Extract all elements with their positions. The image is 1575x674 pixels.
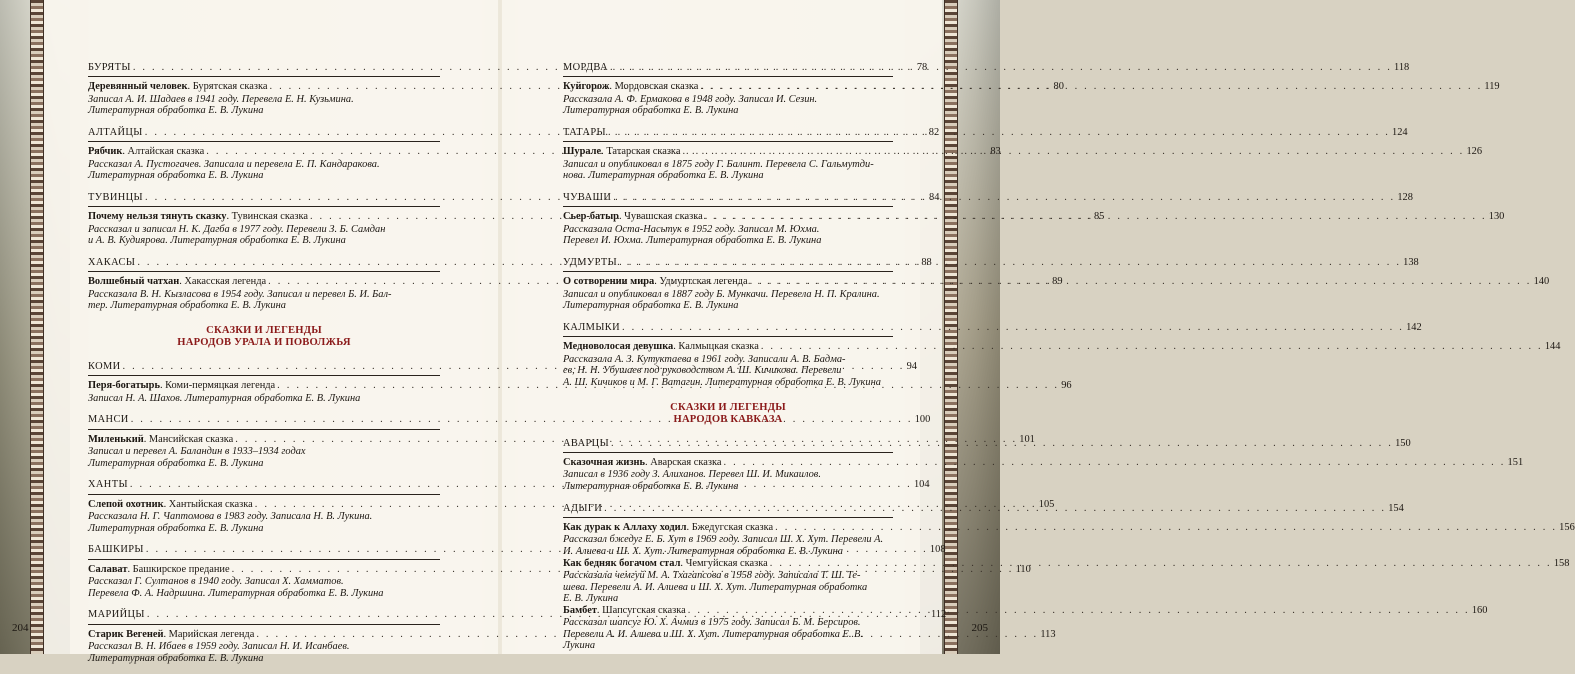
tale-title: Почему нельзя тянуть сказку [88, 211, 227, 223]
credits-line: Перевел И. Юхма. Литературная обработка Е. В. Лукина [563, 235, 822, 247]
contents-entry-text [88, 81, 267, 93]
divider-rule [563, 76, 893, 77]
page-ref: 108 [929, 544, 946, 556]
credits-line: Перевела Ф. А. Надршина. Литературная обработка Е. В. Лукина [88, 587, 384, 599]
credits-line: Литературная обработка Е. В. Лукина [88, 105, 264, 117]
contents-entry-text [88, 629, 254, 641]
credits-line: Е. В. Лукина [563, 593, 619, 605]
tale-genre: . Удмуртская легенда [654, 276, 748, 288]
credits-line: Рассказал и записал Н. К. Дагба в 1977 году. Перевели З. Б. Самдан [88, 223, 386, 235]
credits-line: Рассказала В. Н. Кызласова в 1954 году. Записал и перевел Б. И. Бал- [88, 288, 392, 300]
page-ref: 130 [1488, 211, 1505, 223]
contents-entry-text [563, 558, 768, 570]
tale-title: Волшебный чатхан [88, 276, 180, 288]
tale-genre: . Коми-пермяцкая легенда [159, 380, 276, 392]
credits-line: Записал и опубликовал в 1887 году Б. Мункачи. Перевела Н. П. Кралина. [563, 288, 880, 300]
people-name: УДМУРТЫ [563, 257, 618, 268]
people-name: ХАНТЫ [88, 479, 128, 491]
tale-genre: . Калмыцкая сказка [673, 341, 759, 353]
credits-note [563, 224, 893, 247]
dot-leader [611, 192, 1397, 204]
people-name: ТУВИНЦЫ [88, 192, 144, 203]
people-heading-text [88, 414, 129, 426]
credits-line: Литературная обработка Е. В. Лукина [563, 300, 739, 312]
credits-line: Перевели А. И. Алиева и Ш. Х. Хут. Литературная обработка Е. В. Лукина [563, 628, 863, 652]
page-ref: 101 [1019, 433, 1035, 445]
dot-leader [620, 322, 1406, 334]
page-ref: 96 [1061, 380, 1072, 392]
contents-entry [563, 522, 1575, 534]
people-name: БУРЯТЫ [88, 62, 131, 73]
page-ref: 138 [1403, 257, 1419, 268]
page-ref: 150 [1395, 437, 1411, 449]
page-ref: 78 [916, 62, 928, 73]
credits-line: А. Ш. Кичиков и М. Г. Ватагин. Литературная обработка Е. В. Лукина [563, 377, 881, 388]
people-heading-text [563, 192, 611, 204]
credits-note [563, 289, 893, 312]
tale-genre: . Мордовская сказка [609, 81, 699, 93]
credits-note [88, 289, 440, 312]
contents-entry-text [563, 605, 686, 617]
tale-title: Деревянный человек [88, 81, 188, 93]
people-heading-text [563, 322, 620, 334]
tale-genre: . Башкирское предание [127, 563, 230, 575]
people-heading-text [88, 192, 143, 204]
divider-rule [88, 271, 440, 272]
credits-note [88, 159, 440, 182]
credits-line: Литературная обработка Е. В. Лукина [88, 457, 264, 469]
people-heading-text [88, 544, 144, 556]
people-heading-text [88, 127, 143, 139]
divider-rule [563, 517, 893, 518]
credits-line: Рассказал А. Пустогачев. Записала и перевела Е. П. Кандаракова. [88, 158, 380, 170]
page-ref: 154 [1388, 502, 1404, 514]
tale-title: Как дурак к Аллаху ходил [563, 522, 687, 533]
credits-line: Записал и перевел А. Баландин в 1933–1934 годах [88, 446, 306, 458]
divider-rule [88, 494, 440, 495]
credits-note [88, 446, 440, 469]
dot-leader [608, 62, 1394, 74]
tale-genre: . Шапсугская сказка [596, 604, 686, 616]
credits-note [563, 469, 893, 492]
contents-entry-text [88, 434, 233, 446]
contents-entry-text [88, 211, 308, 223]
credits-note [563, 94, 893, 117]
tale-title: Сьер-батыр [563, 211, 619, 223]
tale-genre: . Хантыйская сказка [163, 498, 253, 510]
left-ornamental-border [30, 0, 44, 654]
dot-leader [617, 257, 1403, 269]
credits-note [88, 94, 440, 117]
page-ref: 100 [914, 414, 931, 426]
people-heading-text [88, 257, 135, 269]
people-name: МАРИЙЦЫ [88, 609, 145, 621]
section-heading [563, 402, 893, 426]
tale-title: Как бедняк богачом стал [563, 557, 681, 569]
contents-entry-text [563, 146, 680, 158]
page-ref: 140 [1533, 276, 1550, 288]
section-heading [88, 325, 440, 349]
contents-entry [563, 341, 1561, 353]
page-ref: 85 [1093, 211, 1105, 223]
section-heading-line: НАРОДОВ КАВКАЗА [673, 413, 783, 425]
divider-rule [88, 559, 440, 560]
page-ref: 128 [1397, 192, 1413, 203]
credits-line: Литературная обработка Е. В. Лукина [563, 481, 739, 492]
tale-title: Перя-богатырь [88, 380, 160, 392]
credits-line: шева. Перевели А. И. Алиева и Ш. Х. Хут. Литературная обработка [563, 581, 868, 593]
contents-entry-text [88, 146, 204, 158]
section-heading-line: СКАЗКИ И ЛЕГЕНДЫ [670, 401, 786, 413]
divider-rule [88, 375, 440, 376]
people-heading-text [563, 257, 617, 269]
contents-entry-text [563, 276, 748, 288]
page-ref: 160 [1471, 604, 1488, 616]
tale-title: Миленький [88, 433, 144, 445]
credits-note [563, 354, 893, 389]
contents-entry-text [88, 276, 266, 288]
people-heading-text [88, 609, 145, 621]
page-ref: 112 [930, 609, 947, 621]
page-ref: 83 [990, 146, 1001, 158]
tale-genre: . Тувинская сказка [226, 211, 308, 223]
page-ref: 80 [1053, 81, 1064, 93]
contents-entry-text [88, 499, 253, 511]
credits-line: Рассказала А. З. Кутуктаева в 1961 году. Записали А. В. Бадма- [563, 353, 846, 365]
credits-line: и А. В. Кудиярова. Литературная обработка Е. В. Лукина [88, 235, 346, 247]
tale-title: Бамбет [563, 604, 597, 616]
tale-genre: . Чувашская сказка [618, 211, 703, 223]
credits-line: Рассказала Оста-Насьтук в 1952 году. Записал М. Юхма. [563, 223, 820, 235]
credits-line: Записал в 1936 году З. Алиханов. Перевел Ш. И. Микаилов. [563, 469, 821, 481]
credits-note [88, 511, 440, 534]
dot-leader [680, 146, 1466, 158]
tale-genre: . Хакасская легенда [179, 276, 267, 288]
credits-note [88, 641, 440, 664]
tale-title: Старик Вегеней [88, 628, 164, 640]
page-number-right: 205 [971, 622, 988, 634]
people-name: ТАТАРЫ [563, 127, 606, 138]
credits-note [563, 159, 893, 182]
divider-rule [88, 429, 440, 430]
people-heading-text [88, 361, 121, 373]
page-number-left: 204 [12, 622, 29, 634]
divider-rule [563, 336, 893, 337]
tale-title: О сотворении мира [563, 276, 655, 288]
credits-line: Литературная обработка Е. В. Лукина [563, 105, 739, 117]
contents-entry-text [563, 341, 759, 353]
dot-leader [686, 605, 1472, 617]
dot-leader [703, 211, 1489, 223]
tale-genre: . Мансийская сказка [143, 433, 234, 445]
credits-line: Рассказал бжедуг Е. Б. Хут в 1969 году. Записал Ш. Х. Хут. Перевели А. [563, 534, 884, 546]
tale-genre: . Татарская сказка [601, 146, 681, 158]
section-heading-line: НАРОДОВ УРАЛА И ПОВОЛЖЬЯ [177, 337, 351, 348]
people-heading-text [563, 438, 609, 450]
dot-leader [698, 81, 1484, 93]
divider-rule [88, 624, 440, 625]
tale-title: Шурале [563, 146, 602, 158]
divider-rule [563, 271, 893, 272]
dot-leader [722, 457, 1508, 469]
divider-rule [88, 206, 440, 207]
credits-line: Рассказал шапсуг Ю. Х. Ачмиз в 1975 году. Записал Б. М. Берсиров. [563, 617, 861, 629]
page-ref: 118 [1394, 62, 1410, 73]
dot-leader [759, 341, 1545, 353]
divider-rule [88, 76, 440, 77]
tale-title: Куйгорож [563, 81, 610, 93]
tale-genre: . Аварская сказка [645, 457, 722, 468]
credits-line: Рассказала чемгуй М. А. Тхагапсова в 1958 году. Записала Т. Ш. Те- [563, 570, 861, 581]
credits-line: Рассказала Н. Г. Чаптомова в 1983 году. Записала Н. В. Лукина. [88, 511, 373, 523]
contents-entry-text [88, 380, 275, 392]
page-ref: 105 [1038, 498, 1055, 510]
people-heading-text [88, 479, 128, 491]
tale-genre: . Алтайская сказка [122, 146, 205, 158]
page-ref: 151 [1507, 457, 1524, 468]
dot-leader [606, 127, 1392, 139]
credits-note [563, 570, 893, 605]
people-heading-text [563, 503, 602, 515]
page-ref: 113 [1040, 628, 1056, 640]
credits-line: Рассказал В. Н. Ибаев в 1959 году. Записал Н. И. Исанбаев. [88, 641, 350, 653]
dot-leader [768, 558, 1554, 570]
page-ref: 119 [1484, 81, 1500, 93]
people-name: ЧУВАШИ [563, 192, 612, 203]
people-name: КАЛМЫКИ [563, 322, 621, 333]
tale-title: Салават [88, 563, 128, 575]
people-name: МАНСИ [88, 414, 129, 426]
credits-line: тер. Литературная обработка Е. В. Лукина [88, 300, 286, 312]
people-name: ХАКАСЫ [88, 257, 136, 268]
credits-line: Рассказал Г. Султанов в 1940 году. Записал Х. Хамматов. [88, 576, 344, 588]
page-ref: 104 [913, 479, 930, 491]
credits-line: Записал и опубликовал в 1875 году Г. Балинт. Перевела С. Гальмутди- [563, 158, 874, 170]
dot-leader [773, 522, 1559, 534]
credits-note [88, 224, 440, 247]
contents-entry-text [563, 211, 703, 223]
tale-title: Сказочная жизнь [563, 457, 646, 468]
divider-rule [563, 452, 893, 453]
page-ref: 158 [1553, 557, 1570, 569]
credits-line: Записал Н. А. Шахов. Литературная обработка Е. В. Лукина [88, 392, 361, 404]
credits-line: Записал А. И. Шадаев в 1941 году. Перевела Е. Н. Кузьмина. [88, 93, 354, 105]
divider-rule [563, 206, 893, 207]
credits-line: ев, Н. Н. Убушаев под руководством А. Ш. Кичикова. Перевели [563, 365, 842, 377]
contents-entry-text [563, 81, 698, 93]
people-heading-text [563, 62, 608, 74]
page-ref: 110 [1015, 563, 1031, 575]
dot-leader [602, 503, 1388, 515]
divider-rule [88, 141, 440, 142]
page-ref: 144 [1544, 341, 1561, 353]
tale-genre: . Бурятская сказка [187, 81, 268, 93]
page-ref: 82 [928, 127, 940, 138]
page-ref: 124 [1392, 127, 1408, 138]
contents-entry-text [88, 564, 230, 576]
credits-note [88, 393, 440, 405]
people-heading-text [88, 62, 131, 74]
credits-line: Литературная обработка Е. В. Лукина [88, 522, 264, 534]
people-name: АДЫГИ [563, 502, 603, 514]
credits-line: нова. Литературная обработка Е. В. Лукина [563, 170, 764, 182]
credits-note [88, 576, 440, 599]
credits-note [563, 617, 893, 652]
page-ref: 94 [906, 361, 917, 372]
page-ref: 89 [1052, 276, 1063, 288]
tale-genre: . Бжедугская сказка [686, 522, 774, 533]
credits-line: И. Алиева и Ш. Х. Хут. Литературная обработка Е. В. Лукина [563, 546, 843, 557]
dot-leader [609, 438, 1395, 450]
page-ref: 84 [929, 192, 940, 203]
tale-title: Рябчик [88, 146, 123, 158]
page-ref: 142 [1406, 322, 1422, 333]
credits-note [563, 534, 893, 557]
tale-title: Медноволосая девушка [563, 341, 674, 353]
tale-genre: . Чемгуйская сказка [680, 557, 768, 569]
section-heading-line: СКАЗКИ И ЛЕГЕНДЫ [206, 325, 322, 336]
people-name: КОМИ [88, 361, 121, 372]
page-ref: 126 [1466, 146, 1483, 158]
contents-entry-text [563, 522, 773, 534]
divider-rule [563, 141, 893, 142]
credits-line: Рассказала А. Ф. Ермакова в 1948 году. Записал И. Сезин. [563, 93, 818, 105]
people-name: БАШКИРЫ [88, 544, 144, 556]
page-ref: 88 [921, 257, 932, 268]
dot-leader [748, 276, 1534, 288]
people-name: МОРДВА [563, 62, 609, 73]
page-ref: 156 [1559, 522, 1575, 533]
credits-line: Литературная обработка Е. В. Лукина [88, 652, 264, 664]
tale-genre: . Марийская легенда [163, 628, 255, 640]
credits-line: Литературная обработка Е. В. Лукина [88, 170, 264, 182]
people-heading [563, 322, 1422, 334]
tale-title: Слепой охотник [88, 498, 164, 510]
contents-entry-text [563, 457, 722, 469]
people-name: АЛТАЙЦЫ [88, 127, 143, 138]
contents-entry [563, 457, 1524, 469]
people-name: АВАРЦЫ [563, 437, 610, 449]
people-heading-text [563, 127, 606, 139]
